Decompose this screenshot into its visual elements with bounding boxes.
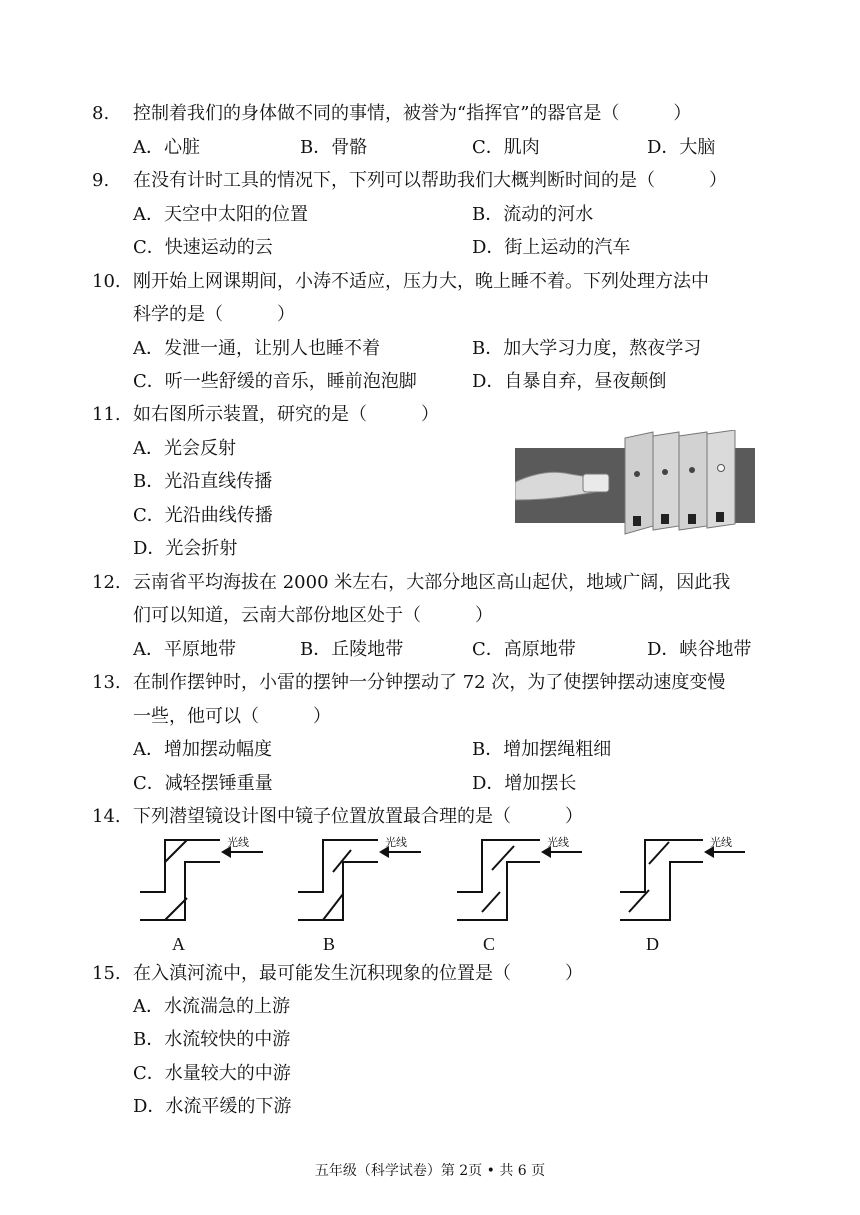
q12-number: 12. <box>92 572 121 593</box>
q12-option-b: B．丘陵地带 <box>300 639 404 660</box>
q12-option-d: D．峡谷地带 <box>647 639 752 660</box>
q11-option-c: C．光沿曲线传播 <box>133 505 273 526</box>
q9-number: 9. <box>92 170 110 191</box>
q9-option-b: B．流动的河水 <box>472 204 594 225</box>
q15-number: 15. <box>92 963 121 984</box>
periscope-diagram-c <box>452 832 587 924</box>
q13-stem-line2: 一些，他可以（ ） <box>133 706 331 727</box>
q15-option-a: A．水流湍急的上游 <box>133 996 290 1017</box>
periscope-label-b: B <box>323 934 336 954</box>
periscope-label-d: D <box>646 934 659 954</box>
q10-option-b: B．加大学习力度，熬夜学习 <box>472 338 702 359</box>
light-label-d: 光线 <box>710 836 732 849</box>
q15-stem: 在入滇河流中，最可能发生沉积现象的位置是（ ） <box>133 963 583 984</box>
q10-option-d: D．自暴自弃，昼夜颠倒 <box>472 371 667 392</box>
q8-stem: 控制着我们的身体做不同的事情，被誉为“指挥官”的器官是（ ） <box>133 103 692 124</box>
q13-option-a: A．增加摆动幅度 <box>133 739 272 760</box>
q11-number: 11. <box>92 404 121 425</box>
light-label-a: 光线 <box>227 836 249 849</box>
q9-option-a: A．天空中太阳的位置 <box>133 204 308 225</box>
periscope-diagram-a <box>135 832 265 924</box>
q13-option-d: D．增加摆长 <box>472 773 577 794</box>
light-label-c: 光线 <box>547 836 569 849</box>
periscope-diagram-b <box>293 832 423 924</box>
q12-option-c: C．高原地带 <box>472 639 576 660</box>
q14-stem: 下列潜望镜设计图中镜子位置放置最合理的是（ ） <box>133 806 583 827</box>
q10-stem-line2: 科学的是（ ） <box>133 304 295 325</box>
periscope-label-a: A <box>172 934 185 954</box>
q15-option-c: C．水量较大的中游 <box>133 1063 291 1084</box>
q11-option-a: A．光会反射 <box>133 438 236 459</box>
periscope-diagram-d <box>615 832 750 924</box>
q10-option-c: C．听一些舒缓的音乐，睡前泡泡脚 <box>133 371 417 392</box>
q9-option-c: C．快速运动的云 <box>133 237 273 258</box>
q13-number: 13. <box>92 672 121 693</box>
q11-stem: 如右图所示装置，研究的是（ ） <box>133 404 439 425</box>
light-experiment-photo <box>515 430 760 538</box>
q15-option-b: B．水流较快的中游 <box>133 1029 291 1050</box>
q8-number: 8. <box>92 103 110 124</box>
q13-stem-line1: 在制作摆钟时，小雷的摆钟一分钟摆动了 72 次，为了使摆钟摆动速度变慢 <box>133 672 726 693</box>
q13-option-b: B．增加摆绳粗细 <box>472 739 612 760</box>
q15-option-d: D．水流平缓的下游 <box>133 1096 292 1117</box>
q8-option-d: D．大脑 <box>647 137 716 158</box>
q13-option-c: C．减轻摆锤重量 <box>133 773 273 794</box>
q10-stem-line1: 刚开始上网课期间，小涛不适应，压力大，晚上睡不着。下列处理方法中 <box>133 271 709 292</box>
q9-option-d: D．街上运动的汽车 <box>472 237 631 258</box>
q11-option-d: D．光会折射 <box>133 538 238 559</box>
q12-stem-line1: 云南省平均海拔在 2000 米左右，大部分地区高山起伏，地域广阔，因此我 <box>133 572 731 593</box>
q10-number: 10. <box>92 271 121 292</box>
periscope-label-c: C <box>483 934 496 954</box>
q12-stem-line2: 们可以知道，云南大部份地区处于（ ） <box>133 605 493 626</box>
light-label-b: 光线 <box>385 836 407 849</box>
q8-option-c: C．肌肉 <box>472 137 540 158</box>
page-footer: 五年级（科学试卷）第 2页 • 共 6 页 <box>314 1163 546 1179</box>
q14-number: 14. <box>92 806 121 827</box>
q8-option-b: B．骨骼 <box>300 137 368 158</box>
q8-option-a: A．心脏 <box>133 137 200 158</box>
q11-option-b: B．光沿直线传播 <box>133 471 273 492</box>
q10-option-a: A．发泄一通，让别人也睡不着 <box>133 338 380 359</box>
q9-stem: 在没有计时工具的情况下，下列可以帮助我们大概判断时间的是（ ） <box>133 170 727 191</box>
q12-option-a: A．平原地带 <box>133 639 236 660</box>
